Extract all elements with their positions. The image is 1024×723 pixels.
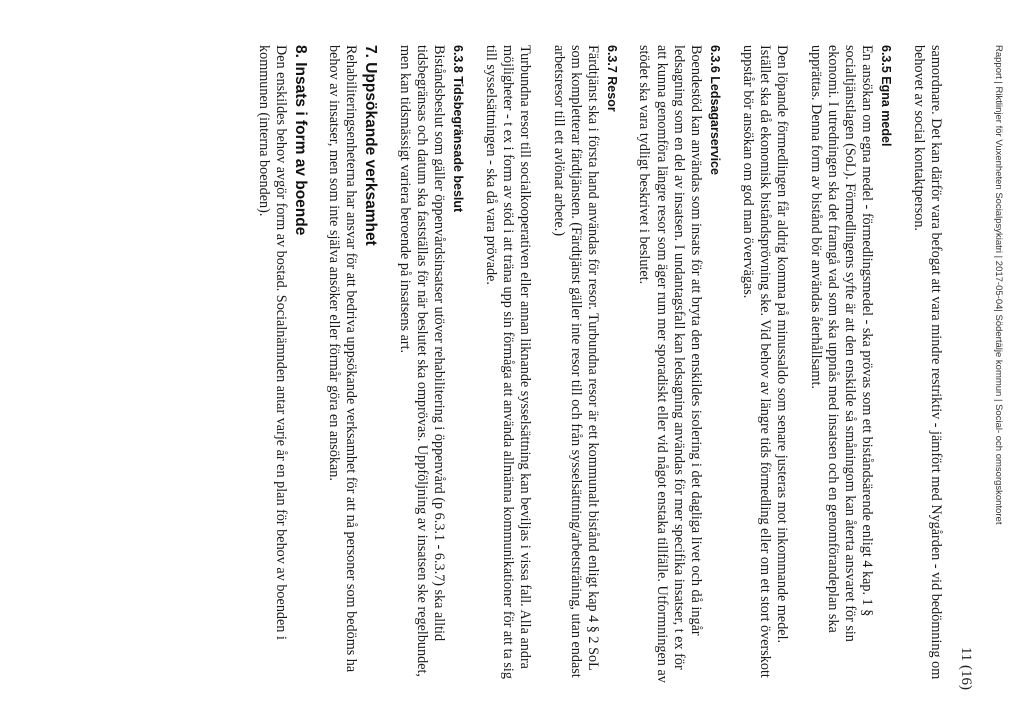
heading-6-3-6: 6.3.6 Ledsagarservice: [708, 45, 723, 175]
running-header: Rapport | Riktlinjer för Vuxenheten Socialpsykiatri | 2017-05-04| Södertälje kommun | Social- och omsorgskontoret: [993, 45, 1004, 525]
heading-6-3-8: 6.3.8 Tidsbegränsade beslut: [451, 45, 466, 213]
paragraph-6-3-8-1: Biståndsbeslut som gäller öppenvårdsinsatser utöver rehabilitering i öppenvård (p 6.3.1 - 6.3.7) ska alltid tidsbegränsas och datum ska fastställas för när beslutet ska omprövas. Uppföljning av insatsen ske regelbundet, men kan tidsmässigt variera beroende på insatsens art.: [396, 45, 448, 677]
heading-7: 7. Uppsökande verksamhet: [362, 45, 380, 246]
heading-6-3-5: 6.3.5 Egna medel: [879, 45, 894, 147]
heading-6-3-7: 6.3.7 Resor: [605, 45, 620, 112]
paragraph-7-1: Rehabiliteringsenheterna har ansvar för att bedriva uppsökande verksamhet för att nå personer som bedöms ha behov av insatser, men som inte själva ansöker eller förmår göra en ansökan.: [326, 45, 360, 673]
paragraph-8-1: Den enskildes behov avgör form av bostad. Socialnämnden antar varje år en plan för behov av boenden i kommunen (interna boenden).: [255, 45, 289, 640]
document-body: [238, 45, 944, 685]
paragraph-6-3-5-1: En ansökan om egna medel - förmedlingsmedel - ska prövas som ett biståndsärende enligt 4 kap. 1 § socialtjänstlagen (SoL). Förmedlingens syfte är att den enskilde så småningom kan återta ansvaret för sin ekonomi. I utredningen ska det framgå vad som ska uppnås med insatsen och en genomförandeplan ska upprättas. Denna form av bistånd bör användas återhållsamt.: [807, 45, 876, 642]
paragraph-6-3-6-1: Boendestöd kan användas som insats för att bryta den enskildes isolering i det dagliga livet och då ingår ledsagning som en del av insatsen. I undantagsfall kan ledsagning användas för mer specifika insatser, t ex för att kunna genomföra längre resor som äger rum mer sporadiskt eller vid något enstaka tillfälle. Utformningen av stödet ska vara tydligt beskrivet i beslutet.: [636, 45, 705, 683]
paragraph-6-3-7-2: Turbundna resor till socialkooperativen eller annan liknande sysselsättning kan beviljas i vissa fall. Alla andra möjligheter - t ex i form av stöd i att träna upp sin förmåga att använda allmänna kommunikationer för att ta sig till sysselsättningen - ska då vara prövade.: [482, 45, 534, 679]
intro-paragraph: samordnare. Det kan därför vara befogat att vara mindre restriktiv - jämfört med Nygården - vid bedömning om behovet av social kontaktperson.: [910, 45, 944, 680]
paragraph-6-3-5-2: Den löpande förmedlingen får aldrig komma på minussaldo som senare justeras mot inkommande medel. Istället ska då ekonomisk biståndsprövning ske. Vid behov av längre tids förmedling eller om ett stort överskott uppstår bör ansökan om god man övervägas.: [739, 45, 791, 678]
page-number: 11 (16): [958, 646, 974, 690]
heading-8: 8. Insats i form av boende: [291, 45, 309, 236]
paragraph-6-3-7-1: Färdtjänst ska i första hand användas för resor. Turbundna resor är ett kommunalt bistånd enligt kap 4 § 2 SoL som kompletterar färdtjänsten. (Färdtjänst gäller inte resor till och från sysselsättning/arbetsträning, utan endast arbetsresor till ett avlönat arbete.): [550, 45, 602, 678]
